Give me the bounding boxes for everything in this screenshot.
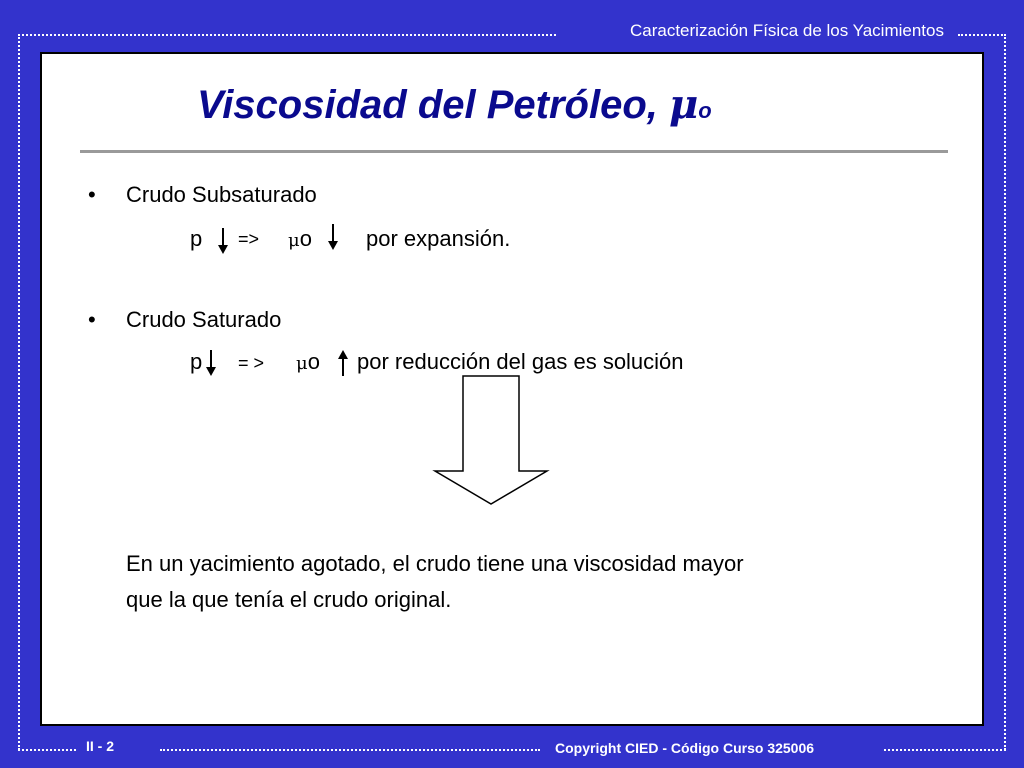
big-down-arrow-icon — [434, 376, 550, 506]
line2-reason: por reducción del gas es solución — [357, 349, 684, 374]
page-number: II - 2 — [86, 738, 115, 754]
down-arrow-icon — [217, 228, 229, 254]
footer-dotted-line-1 — [18, 749, 76, 751]
line2-implies: = > — [238, 353, 265, 373]
header-dotted-line-right — [958, 34, 1006, 36]
title-divider — [80, 150, 948, 153]
bullet-label-saturado: Crudo Saturado — [126, 307, 282, 332]
footer-dotted-line-3 — [884, 749, 1006, 751]
bullet-marker-1: • — [88, 182, 96, 207]
line2-o: o — [307, 349, 320, 374]
conclusion-line-2: que la que tenía el crudo original. — [126, 587, 452, 612]
line1-implies: => — [238, 229, 260, 249]
line2-mu-o — [296, 349, 320, 375]
line2-mu: μ — [296, 353, 308, 374]
line1-o: o — [299, 226, 312, 251]
line1-p: p — [190, 226, 203, 251]
slide-title — [197, 81, 712, 128]
title-mu-symbol: μ — [669, 81, 699, 128]
line1-mu: μ — [288, 230, 300, 251]
line1-mu-o — [288, 226, 312, 252]
copyright-text: Copyright CIED - Código Curso 325006 — [555, 740, 815, 756]
up-arrow-icon — [337, 350, 349, 376]
header-dotted-line-left — [18, 34, 556, 36]
bullet-label-subsaturado: Crudo Subsaturado — [126, 182, 317, 207]
slide-panel — [40, 52, 984, 726]
header-title: Caracterización Física de los Yacimientos — [629, 21, 944, 40]
down-arrow-icon — [205, 350, 217, 376]
bullet-marker-2: • — [88, 307, 96, 332]
line1-reason: por expansión. — [366, 226, 511, 251]
frame-dotted-line-right — [1004, 34, 1006, 750]
title-text: Viscosidad del Petróleo, — [197, 83, 669, 127]
footer-dotted-line-2 — [160, 749, 540, 751]
line2-p: p — [190, 349, 203, 374]
down-arrow-icon — [327, 224, 339, 250]
title-subscript: o — [698, 98, 712, 123]
conclusion-line-1: En un yacimiento agotado, el crudo tiene una viscosidad mayor — [126, 551, 744, 576]
frame-dotted-line-left — [18, 34, 20, 750]
